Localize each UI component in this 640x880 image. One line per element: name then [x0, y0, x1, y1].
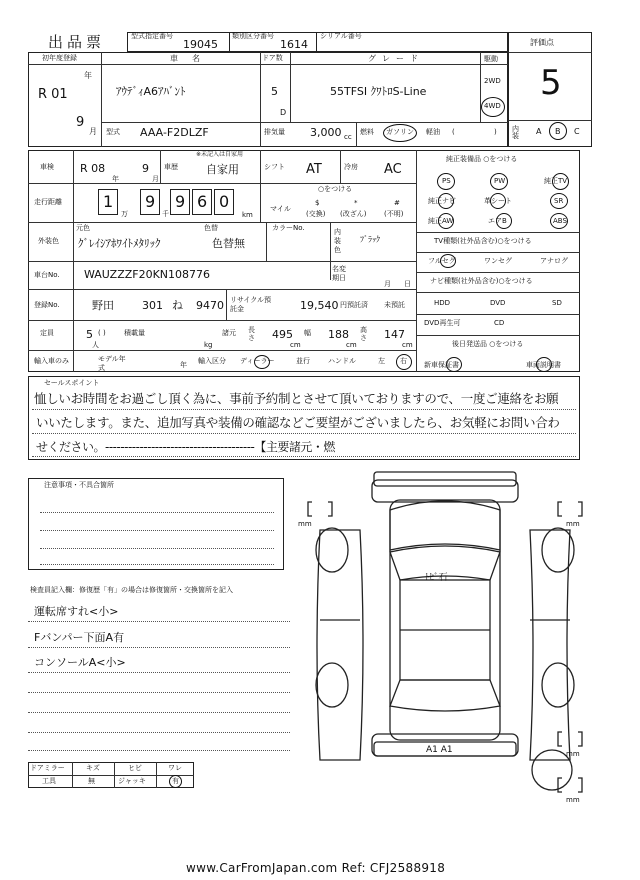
wheel-rear-right	[542, 663, 574, 707]
mileage-digit-1: 1	[103, 192, 114, 211]
legend-tools: 工具	[42, 777, 56, 785]
color-value: ｸﾞﾚｲｼｱﾎﾜｲﾄﾒﾀﾘｯｸ	[78, 237, 161, 250]
drive-4wd: 4WD	[484, 102, 501, 110]
mileage-digit-5: 0	[219, 192, 230, 211]
shaken-label: 車検	[40, 163, 54, 171]
stone-chip-label: ﾄﾋﾞ石	[425, 573, 448, 583]
recycle-paid: 円預託済	[340, 301, 368, 309]
doors-value: 5	[271, 85, 278, 98]
navi-hdd: HDD	[434, 299, 451, 307]
doc-manual-circle	[536, 357, 552, 372]
height-cm: cm	[402, 341, 413, 349]
doc-manual: 車両説明書	[526, 361, 561, 369]
import-class-label: 輸入区分	[198, 357, 226, 365]
genuine-label: 純正装備品 ○をつける	[446, 155, 518, 163]
mm-bottom-right-2: mm	[566, 796, 580, 804]
meter-mark-note: ○をつける	[318, 185, 353, 193]
legend-jack: ジャッキ	[118, 777, 146, 785]
capacity-label: 定員	[40, 329, 54, 337]
handle-right-circle	[396, 354, 412, 370]
legend-scratch: キズ	[86, 764, 100, 772]
interior-c: C	[574, 127, 580, 136]
color-change-value: 色替無	[212, 237, 245, 250]
mm-top-left: mm	[298, 520, 312, 528]
equip-sr: SR	[554, 197, 564, 205]
equip-aw-circle	[438, 213, 454, 229]
a1-label: A1 A1	[426, 745, 453, 755]
recycle-unpaid: 未預託	[384, 301, 405, 309]
doors-label: ドア数	[262, 54, 283, 62]
legend-tools-value: 無	[88, 777, 95, 785]
displacement-value: 3,000	[310, 126, 342, 139]
meter-label: マイル	[270, 205, 291, 213]
legend-crack: ヒビ	[128, 764, 142, 772]
doc-warranty-circle	[446, 357, 462, 372]
drive-label: 駆動	[484, 55, 498, 63]
car-damage-diagram	[290, 470, 600, 815]
mileage-label: 走行距離	[34, 198, 62, 206]
equip-navi-circle	[438, 193, 454, 209]
wheel-front-left	[316, 528, 348, 572]
load-kg: kg	[204, 341, 213, 349]
fuel-label: 燃料	[360, 128, 374, 136]
reg-area: 野田	[92, 299, 114, 312]
import-dealer-circle	[254, 355, 270, 369]
mm-bottom-right: mm	[566, 750, 580, 758]
right-side	[530, 530, 570, 760]
left-side	[317, 530, 363, 760]
interior-color-value: ﾌﾞﾗｯｸ	[360, 235, 380, 244]
rating-value: 5	[540, 63, 562, 103]
meter-opt-star: *	[354, 199, 358, 207]
equip-airbag-circle	[496, 213, 512, 229]
shaken-month-suffix: 月	[152, 175, 159, 183]
month-suffix: 月	[89, 127, 97, 136]
drive-4wd-circle	[481, 97, 505, 117]
aircon-value: AC	[384, 162, 402, 177]
sales-point-line3: せください。---------------------------------------【主要諸元・燃	[36, 440, 335, 454]
shaken-year-suffix: 年	[112, 175, 119, 183]
interior-color-label: 内装色	[334, 228, 341, 254]
model-label: 型式	[106, 128, 120, 136]
capacity-person: 人	[92, 341, 99, 349]
equip-ps-circle	[437, 173, 455, 190]
import-year-suffix: 年	[180, 361, 187, 369]
legend-jack-value: 有	[172, 777, 179, 785]
legend-door-mirror: ドアミラー	[30, 764, 65, 772]
sales-point-line2: いいたします。また、追加写真や装備の確認などご要望がございましたら、お気軽にお問い合わ	[36, 415, 560, 430]
shaken-year: R 08	[80, 162, 106, 175]
doc-warranty: 新車保証書	[424, 361, 459, 369]
meter-opt-dollar: $	[315, 199, 320, 207]
inspector-label: 検査員記入欄：修復歴「有」の場合は修復箇所・交換箇所を記入	[30, 586, 233, 594]
capacity-value: 5	[86, 328, 93, 341]
tv-oneseg: ワンセグ	[484, 257, 512, 265]
equip-airbag: エアB	[488, 217, 507, 225]
mileage-km: km	[242, 211, 253, 219]
equip-sr-circle	[550, 193, 568, 209]
tv-fullseg-circle	[440, 254, 456, 268]
legend-jack-circle	[169, 775, 182, 788]
grade-label: グレード	[368, 54, 424, 63]
model-year-label: モデル年式	[98, 355, 126, 372]
rear-window	[390, 680, 500, 711]
name-change-day: 日	[404, 280, 411, 288]
meter-opt-unknown: (不明)	[384, 210, 404, 218]
wheel-rear-left	[316, 663, 348, 707]
height-value: 147	[384, 328, 405, 341]
first-reg-label: 初年度登録	[42, 54, 77, 62]
bracket-top-right	[558, 502, 582, 516]
tv-fullseg: フルセグ	[428, 257, 456, 265]
interior-a: A	[536, 127, 542, 136]
import-dealer: ディーラー	[240, 357, 275, 365]
type-no-value: 19045	[183, 38, 218, 51]
usage-label: 車歴	[164, 163, 178, 171]
hood	[390, 501, 500, 550]
width-value: 188	[328, 328, 349, 341]
tv-analog: アナログ	[540, 257, 568, 265]
recycle-label: リサイクル預託金	[230, 296, 272, 313]
handle-label: ハンドル	[328, 357, 356, 365]
mileage-man: 万	[121, 210, 128, 218]
note-entry-2: Fバンパー下面A有	[34, 631, 125, 644]
type-no-label: 型式指定番号	[131, 32, 173, 40]
color-original-label: 元色	[76, 224, 90, 232]
legend-break: ワレ	[168, 764, 182, 772]
handle-left: 左	[378, 357, 385, 365]
fuel-gasoline-circle	[383, 124, 417, 142]
width-cm: cm	[346, 341, 357, 349]
name-label: 車名	[170, 54, 214, 63]
navi-cd: CD	[494, 319, 505, 327]
category-no-value: 1614	[280, 38, 308, 51]
model-value: AAA-F2DLZF	[140, 126, 209, 139]
color-label: 外装色	[38, 237, 59, 245]
usage-note: ※未記入は自家用	[196, 151, 244, 158]
fuel-light-oil: 軽油	[426, 128, 440, 136]
category-no-label: 類別区分番号	[232, 32, 274, 40]
reg-num: 9470	[196, 299, 224, 312]
equip-leather: 革シート	[484, 197, 512, 205]
docs-label: 後日発送品 ○をつける	[452, 340, 524, 348]
shift-label: シフト	[264, 163, 285, 171]
meter-opt-hash: #	[394, 199, 400, 207]
aircon-label: 冷房	[344, 163, 358, 171]
handle-right: 右	[400, 357, 407, 365]
length-value: 495	[272, 328, 293, 341]
bracket-bottom-right	[558, 732, 582, 746]
equip-navi: 純正ナビ	[428, 197, 456, 205]
dims-label: 諸元	[222, 329, 236, 337]
sales-point-line1: 恤しいお時間をお過ごし頂く為に、事前予約制とさせて頂いておりますので、一度ご連絡をお願	[34, 391, 559, 406]
navi-dvd-play: DVD再生可	[424, 319, 461, 327]
door-type: D	[280, 108, 287, 117]
height-label: 高さ	[360, 326, 367, 342]
color-no-label: カラーNo.	[272, 224, 305, 232]
fuel-gasoline: ガソリン	[386, 128, 414, 136]
caution-box	[28, 478, 284, 570]
recycle-amount: 19,540	[300, 299, 339, 312]
first-reg-month: 9	[76, 115, 85, 130]
chassis-label: 車台No.	[34, 271, 60, 279]
meter-opt-tampered: (改ざん)	[340, 210, 367, 218]
displacement-label: 排気量	[264, 128, 285, 136]
reg-label: 登録No.	[34, 301, 60, 309]
length-label: 長さ	[248, 326, 255, 342]
import-parallel: 並行	[296, 357, 310, 365]
mileage-digit-4: 6	[197, 192, 208, 211]
shaken-month: 9	[142, 162, 149, 175]
note-entry-1: 運転席すれ<小>	[34, 605, 119, 618]
equip-tv-circle	[552, 173, 569, 190]
equip-leather-circle	[490, 193, 506, 209]
width-label: 幅	[304, 329, 311, 337]
interior-label: 内装	[512, 125, 519, 140]
import-label: 輸入車のみ	[34, 357, 69, 365]
chassis-no: WAUZZZF20KN108776	[84, 268, 211, 281]
color-change-label: 色替	[204, 224, 218, 232]
equip-abs: ABS	[553, 217, 567, 225]
navi-dvd: DVD	[490, 299, 506, 307]
first-reg-year: R 01	[38, 87, 68, 102]
equip-ps: PS	[442, 177, 451, 185]
navi-sd: SD	[552, 299, 562, 307]
usage-value: 自家用	[206, 163, 239, 176]
tv-label: TV種類(社外品含む)○をつける	[434, 237, 532, 245]
meter-opt-exchange: (交換)	[306, 210, 326, 218]
mileage-sen: 千	[162, 210, 169, 218]
length-cm: cm	[290, 341, 301, 349]
mileage-digit-3: 9	[175, 192, 186, 211]
serial-label: シリアル番号	[320, 32, 362, 40]
name-change-label: 名変期日	[332, 265, 346, 282]
sheet-title: 出品票	[48, 33, 106, 51]
equip-abs-circle	[550, 213, 568, 229]
cc-unit: cc	[344, 133, 352, 141]
interior-b: B	[555, 127, 561, 136]
drive-2wd: 2WD	[484, 77, 501, 85]
front-view	[374, 472, 516, 486]
grade-value: 55TFSI ｸﾜﾄﾛS-Line	[330, 85, 427, 98]
navi-label: ナビ種類(社外品含む)○をつける	[430, 277, 533, 285]
year-suffix: 年	[84, 71, 92, 80]
rating-label: 評価点	[530, 38, 554, 47]
mileage-digit-2: 9	[145, 192, 156, 211]
reg-kana: ね	[172, 299, 183, 312]
shift-value: AT	[306, 162, 322, 177]
caution-label: 注意事項・不具合箇所	[44, 481, 114, 489]
equip-tv: 純正TV	[544, 177, 568, 185]
car-roof	[390, 500, 500, 740]
note-entry-3: コンソールA<小>	[34, 656, 126, 669]
bracket-top-left	[308, 502, 332, 516]
mm-top-right: mm	[566, 520, 580, 528]
equip-pw-circle	[490, 173, 508, 190]
footer-ref: www.CarFromJapan.com Ref: CFJ2588918	[186, 861, 446, 875]
sales-point-label: セールスポイント	[44, 379, 100, 387]
reg-class: 301	[142, 299, 163, 312]
front-bumper	[372, 480, 518, 502]
load-label: 積載量	[124, 329, 145, 337]
interior-b-circle	[549, 122, 567, 140]
equip-pw: PW	[494, 177, 506, 185]
car-name: ｱｳﾃﾞｨA6ｱﾊﾞﾝﾄ	[116, 85, 186, 98]
name-change-month: 月	[384, 280, 391, 288]
equip-aw: 純正AW	[428, 217, 454, 225]
